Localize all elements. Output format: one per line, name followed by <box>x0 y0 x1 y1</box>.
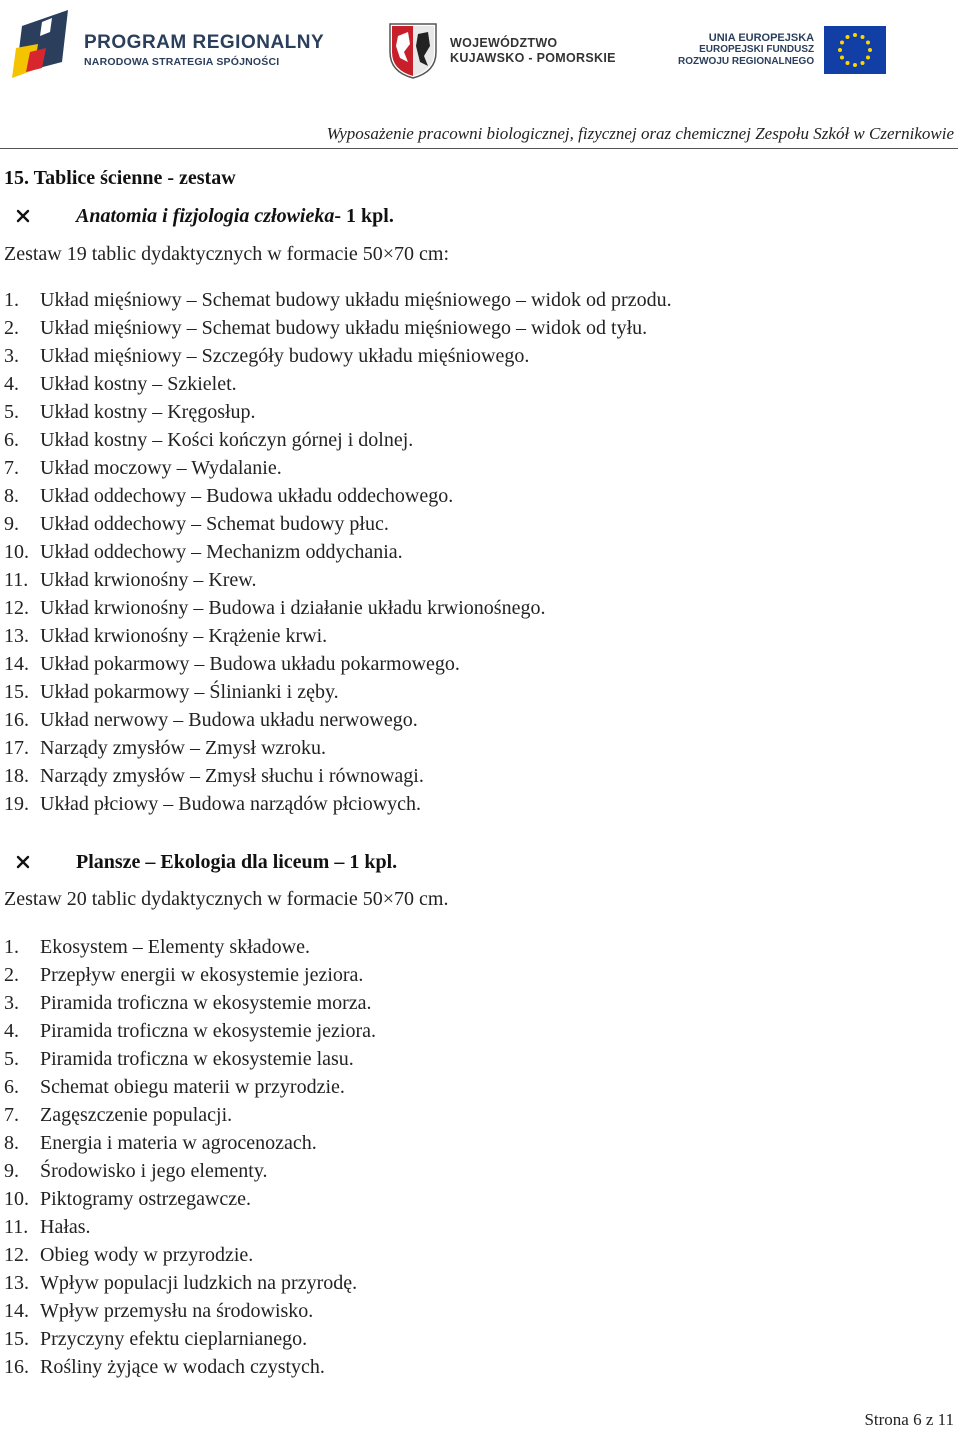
list-item <box>4 1075 376 1103</box>
list-item-text: Wpływ przemysłu na środowisko. <box>40 1300 314 1322</box>
list-item <box>4 344 672 372</box>
cross-bullet-icon <box>16 855 30 869</box>
kit1-intro: Zestaw 19 tablic dydaktycznych w formacie 50×70 cm: <box>4 243 450 265</box>
list-item-number: 8. <box>4 1132 19 1154</box>
list-item-text: Układ pokarmowy – Budowa układu pokarmowego. <box>40 653 460 675</box>
list-item <box>4 1271 376 1299</box>
eu-line3: ROZWOJU REGIONALNEGO <box>678 56 815 67</box>
eu-star-icon <box>861 35 865 39</box>
list-item-number: 17. <box>4 737 29 759</box>
list-item <box>4 792 672 820</box>
kit2-heading <box>4 850 397 874</box>
list-item <box>4 1047 376 1075</box>
list-item-number: 11. <box>4 1216 29 1238</box>
list-item <box>4 680 672 708</box>
page-number: Strona 6 z 11 <box>864 1410 954 1429</box>
list-item <box>4 288 672 316</box>
list-item-text: Układ oddechowy – Mechanizm oddychania. <box>40 541 403 563</box>
list-item-number: 16. <box>4 1356 29 1378</box>
list-item-number: 10. <box>4 541 29 563</box>
list-item <box>4 1103 376 1131</box>
list-item <box>4 568 672 596</box>
eu-line2: EUROPEJSKI FUNDUSZ <box>699 44 815 55</box>
list-item-number: 14. <box>4 653 29 675</box>
list-item-text: Piramida troficzna w ekosystemie lasu. <box>40 1048 354 1070</box>
list-item <box>4 540 672 568</box>
eu-star-icon <box>853 33 857 37</box>
list-item-number: 4. <box>4 1020 19 1042</box>
list-item <box>4 1019 376 1047</box>
eu-star-icon <box>868 48 872 52</box>
eu-star-icon <box>840 56 844 60</box>
program-title: PROGRAM REGIONALNY <box>84 32 325 53</box>
list-item-number: 15. <box>4 1328 29 1350</box>
logo-header <box>0 0 960 100</box>
eu-star-icon <box>861 61 865 65</box>
list-item <box>4 1327 376 1355</box>
list-item-number: 9. <box>4 1160 19 1182</box>
list-item-text: Układ moczowy – Wydalanie. <box>40 457 282 479</box>
region-line2: KUJAWSKO - POMORSKIE <box>450 51 616 65</box>
list-item-text: Narządy zmysłów – Zmysł słuchu i równowagi. <box>40 765 424 787</box>
kit2-list <box>4 935 376 1383</box>
program-regionalny-emblem-icon <box>12 8 74 92</box>
list-item-text: Wpływ populacji ludzkich na przyrodę. <box>40 1272 358 1294</box>
running-header: Wyposażenie pracowni biologicznej, fizycznej oraz chemicznej Zespołu Szkół w Czernikowie <box>326 124 954 143</box>
list-item <box>4 652 672 680</box>
list-item-number: 1. <box>4 289 19 311</box>
list-item-text: Zagęszczenie populacji. <box>40 1104 233 1126</box>
eu-logo <box>678 26 886 74</box>
eu-star-icon <box>846 61 850 65</box>
list-item-text: Ekosystem – Elementy składowe. <box>40 936 310 958</box>
kit1-list <box>4 288 672 820</box>
list-item-number: 12. <box>4 597 29 619</box>
list-item-number: 13. <box>4 625 29 647</box>
list-item-text: Środowisko i jego elementy. <box>40 1160 268 1182</box>
kit1-qty: - 1 kpl. <box>334 205 394 227</box>
list-item-text: Układ kostny – Szkielet. <box>40 373 237 395</box>
list-item-number: 18. <box>4 765 29 787</box>
list-item-text: Przepływ energii w ekosystemie jeziora. <box>40 964 364 986</box>
list-item <box>4 736 672 764</box>
list-item <box>4 596 672 624</box>
list-item <box>4 372 672 400</box>
list-item-text: Układ mięśniowy – Szczegóły budowy układu mięśniowego. <box>40 345 530 367</box>
list-item <box>4 991 376 1019</box>
list-item-text: Piktogramy ostrzegawcze. <box>40 1188 252 1210</box>
list-item-text: Układ oddechowy – Budowa układu oddechowego. <box>40 485 454 507</box>
list-item-text: Układ krwionośny – Krew. <box>40 569 257 591</box>
section-title: 15. Tablice ścienne - zestaw <box>4 167 236 189</box>
list-item-number: 6. <box>4 429 19 451</box>
eu-star-icon <box>840 41 844 45</box>
kit2-title: Plansze – Ekologia dla liceum – 1 kpl. <box>76 851 398 873</box>
list-item-text: Rośliny żyjące w wodach czystych. <box>40 1356 325 1378</box>
list-item <box>4 1215 376 1243</box>
list-item-number: 14. <box>4 1300 29 1322</box>
list-item-text: Schemat obiegu materii w przyrodzie. <box>40 1076 345 1098</box>
eu-star-icon <box>866 41 870 45</box>
list-item-number: 6. <box>4 1076 19 1098</box>
list-item-text: Układ kostny – Kręgosłup. <box>40 401 256 423</box>
list-item <box>4 316 672 344</box>
list-item-number: 16. <box>4 709 29 731</box>
list-item-number: 2. <box>4 317 19 339</box>
region-logo <box>388 22 616 80</box>
list-item-number: 9. <box>4 513 19 535</box>
list-item-text: Układ krwionośny – Budowa i działanie układu krwionośnego. <box>40 597 546 619</box>
list-item-number: 15. <box>4 681 29 703</box>
list-item-number: 11. <box>4 569 29 591</box>
list-item <box>4 1355 376 1383</box>
list-item-number: 3. <box>4 345 19 367</box>
list-item-number: 13. <box>4 1272 29 1294</box>
list-item-number: 12. <box>4 1244 29 1266</box>
list-item <box>4 963 376 991</box>
list-item <box>4 935 376 963</box>
list-item-text: Piramida troficzna w ekosystemie morza. <box>40 992 372 1014</box>
list-item-text: Układ kostny – Kości kończyn górnej i dolnej. <box>40 429 414 451</box>
list-item <box>4 456 672 484</box>
list-item-number: 5. <box>4 401 19 423</box>
list-item-text: Układ mięśniowy – Schemat budowy układu mięśniowego – widok od tyłu. <box>40 317 648 339</box>
list-item-number: 4. <box>4 373 19 395</box>
list-item-number: 10. <box>4 1188 29 1210</box>
list-item <box>4 624 672 652</box>
program-regionalny-logo <box>12 8 324 92</box>
eu-line1: UNIA EUROPEJSKA <box>708 32 815 44</box>
list-item <box>4 1131 376 1159</box>
list-item-number: 2. <box>4 964 19 986</box>
list-item <box>4 484 672 512</box>
list-item-text: Energia i materia w agrocenozach. <box>40 1132 317 1154</box>
list-item <box>4 1299 376 1327</box>
list-item-text: Przyczyny efektu cieplarnianego. <box>40 1328 308 1350</box>
list-item-text: Piramida troficzna w ekosystemie jeziora. <box>40 1020 376 1042</box>
list-item-number: 5. <box>4 1048 19 1070</box>
list-item <box>4 764 672 792</box>
list-item-number: 7. <box>4 1104 19 1126</box>
list-item-text: Hałas. <box>40 1216 91 1238</box>
list-item-number: 7. <box>4 457 19 479</box>
list-item-text: Układ oddechowy – Schemat budowy płuc. <box>40 513 389 535</box>
kit2-intro: Zestaw 20 tablic dydaktycznych w formacie 50×70 cm. <box>4 888 449 910</box>
list-item-number: 19. <box>4 793 29 815</box>
program-subtitle: NARODOWA STRATEGIA SPÓJNOŚCI <box>84 56 280 68</box>
list-item-text: Układ płciowy – Budowa narządów płciowych. <box>40 793 422 815</box>
list-item-text: Obieg wody w przyrodzie. <box>40 1244 254 1266</box>
list-item-number: 1. <box>4 936 19 958</box>
list-item-text: Narządy zmysłów – Zmysł wzroku. <box>40 737 327 759</box>
kit1-title: Anatomia i fizjologia człowieka <box>76 205 335 227</box>
eu-flag-icon <box>824 26 886 74</box>
eu-star-icon <box>866 56 870 60</box>
list-item-number: 3. <box>4 992 19 1014</box>
region-coat-of-arms-icon <box>388 22 438 80</box>
list-item-text: Układ mięśniowy – Schemat budowy układu mięśniowego – widok od przodu. <box>40 289 672 311</box>
region-line1: WOJEWÓDZTWO <box>450 36 558 50</box>
list-item <box>4 1159 376 1187</box>
eu-star-icon <box>838 48 842 52</box>
eu-star-icon <box>853 63 857 67</box>
eu-star-icon <box>846 35 850 39</box>
list-item <box>4 1243 376 1271</box>
header-divider <box>0 148 958 149</box>
list-item <box>4 428 672 456</box>
cross-bullet-icon <box>16 209 30 223</box>
list-item-text: Układ krwionośny – Krążenie krwi. <box>40 625 328 647</box>
list-item-text: Układ nerwowy – Budowa układu nerwowego. <box>40 709 418 731</box>
list-item <box>4 708 672 736</box>
kit1-heading <box>4 204 394 228</box>
list-item <box>4 1187 376 1215</box>
list-item <box>4 512 672 540</box>
list-item-number: 8. <box>4 485 19 507</box>
list-item-text: Układ pokarmowy – Ślinianki i zęby. <box>40 681 339 703</box>
list-item <box>4 400 672 428</box>
